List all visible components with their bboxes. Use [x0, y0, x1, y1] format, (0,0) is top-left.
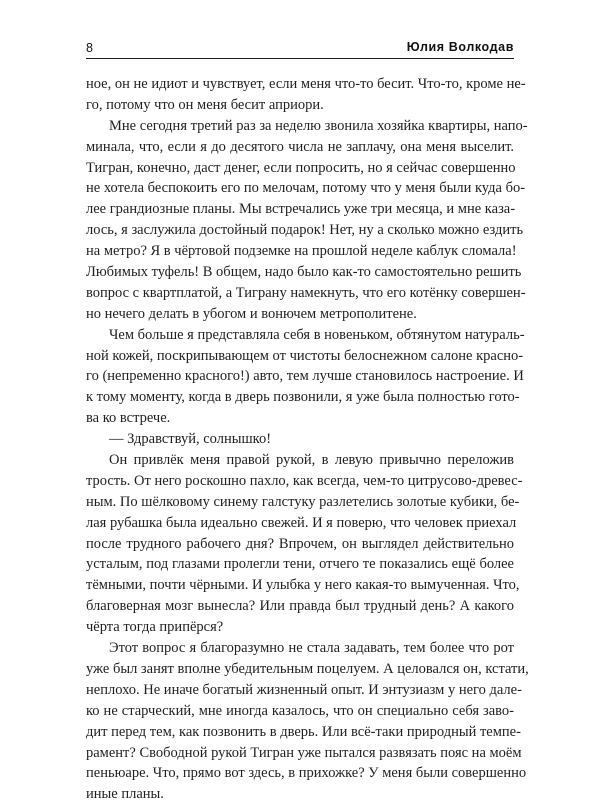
text-line: на метро? Я в чёртовой подземке на прошлой неделе каблук сломала!: [86, 243, 517, 260]
text-line: Мне сегодня третий раз за неделю звонила хозяйка квартиры, напо-: [109, 117, 528, 134]
text-line: вопрос с квартплатой, а Тиграну намекнуть, что его котёнку совершен-: [86, 284, 526, 301]
text-line: лось, я заслужила достойный подарок! Нет, ну а сколько можно ездить: [86, 222, 524, 239]
text-line: тёмными, почти чёрными. И улыбка у него какая-то вымученная. Что,: [86, 577, 520, 594]
text-line: благоверная мозг вынесла? Или правда был трудный день? А какого: [86, 598, 514, 615]
text-line: но нечего делать в убогом и вонючем метрополитене.: [86, 305, 417, 322]
text-line: Любимых туфель! В общем, надо было как-то самостоятельно решить: [86, 264, 522, 281]
text-line: усталым, под глазами пролегли тени, отчего те показались ещё более: [86, 556, 514, 573]
text-line: лее грандиозные планы. Мы встречались уже три месяца, и мне каза-: [86, 201, 516, 218]
text-line: Чем больше я представляла себя в новеньком, обтянутом натураль-: [109, 326, 525, 343]
body-text: [86, 74, 529, 805]
text-line: трость. От него роскошно пахло, как всегда, чем-то цитрусово-древес-: [86, 472, 523, 489]
page-header: [86, 38, 514, 59]
text-line: неплохо. Не иначе богатый жизненный опыт. И энтузиазм у него дале-: [86, 681, 522, 698]
text-line: чёрта тогда припёрся?: [86, 619, 224, 636]
page-number: 8: [86, 41, 93, 55]
text-line: — Здравствуй, солнышко!: [109, 431, 272, 448]
running-head-author: Юлия Волкодав: [406, 40, 514, 54]
text-line: ва ко встрече.: [86, 410, 171, 427]
text-line: иные планы.: [86, 786, 164, 803]
text-line: уже был занят вполне убедительным поцелуем. А целовался он, кстати,: [86, 660, 529, 677]
text-line: рамент? Свободной рукой Тигран уже пытался развязать пояс на моём: [86, 744, 522, 761]
text-line: не хотела беспокоить его по мелочам, потому что у меня были куда бо-: [86, 180, 526, 197]
text-line: го (непременно красного!) авто, тем лучше становилось настроение. И: [86, 368, 524, 385]
text-line: Тигран, конечно, даст денег, если попросить, но я сейчас совершенно: [86, 159, 516, 176]
text-line: минала, что, если я до десятого числа не заплачу, она меня выселит.: [86, 138, 514, 155]
text-line: пеньюаре. Что, прямо вот здесь, в прихожке? У меня были совершенно: [86, 765, 527, 782]
text-line: лая рубашка была идеально свежей. И я поверю, что человек приехал: [86, 514, 517, 531]
text-line: го, потому что он меня бесит априори.: [86, 96, 324, 113]
text-line: ное, он не идиот и чувствует, если меня что-то бесит. Что-то, кроме не-: [86, 76, 526, 92]
text-line: Этот вопрос я благоразумно не стала задавать, тем более что рот: [109, 640, 514, 657]
text-line: к тому моменту, когда в дверь позвонили, я уже была полностью гото-: [86, 389, 520, 406]
text-line: ным. По шёлковому синему галстуку разлетелись золотые кубики, бе-: [86, 493, 520, 510]
text-line: дит перед тем, как позвонить в дверь. Или всё-таки природный темпе-: [86, 723, 521, 740]
text-line: ной кожей, поскрипывающем от чистоты белоснежном салоне красно-: [86, 347, 524, 364]
text-line: Он привлёк меня правой рукой, в левую привычно переложив: [109, 452, 514, 469]
text-line: после трудного рабочего дня? Впрочем, он выглядел действительно: [86, 535, 514, 552]
text-line: ко не старческий, мне иногда казалось, что он специально себя заво-: [86, 702, 514, 719]
